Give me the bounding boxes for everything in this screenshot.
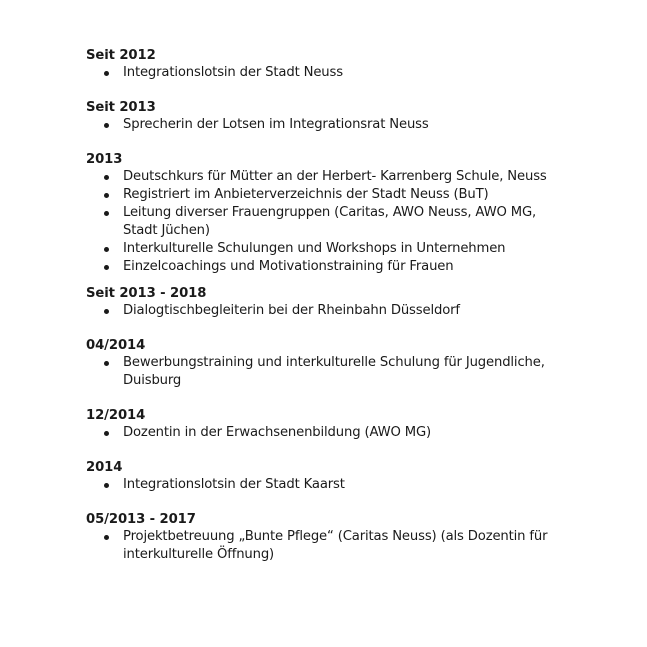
bullet-list bbox=[86, 302, 586, 320]
list-item-text: Integrationslotsin der Stadt Neuss bbox=[123, 65, 343, 80]
list-item bbox=[86, 204, 558, 240]
bullet-icon bbox=[104, 535, 109, 540]
bullet-icon bbox=[104, 361, 109, 366]
list-item bbox=[86, 186, 558, 204]
section-seit-2012 bbox=[86, 47, 586, 82]
section-heading: 05/2013 - 2017 bbox=[86, 512, 196, 527]
list-item-text: Bewerbungstraining und interkulturelle Schulung für Jugendliche, Duisburg bbox=[123, 355, 545, 388]
list-item-text: Integrationslotsin der Stadt Kaarst bbox=[123, 477, 345, 492]
list-item-text: Leitung diverser Frauengruppen (Caritas, AWO Neuss, AWO MG, Stadt Jüchen) bbox=[123, 205, 537, 238]
section-12-2014 bbox=[86, 407, 586, 442]
section-heading: 2013 bbox=[86, 152, 123, 167]
bullet-list bbox=[86, 168, 586, 276]
list-item bbox=[86, 240, 558, 258]
bullet-list bbox=[86, 476, 586, 494]
list-item-text: Interkulturelle Schulungen und Workshops in Unternehmen bbox=[123, 241, 506, 256]
bullet-list bbox=[86, 64, 586, 82]
list-item-text: Einzelcoachings und Motivationstraining für Frauen bbox=[123, 259, 454, 274]
bullet-icon bbox=[104, 211, 109, 216]
cv-timeline bbox=[86, 47, 586, 581]
section-2014 bbox=[86, 459, 586, 494]
list-item bbox=[86, 258, 558, 276]
list-item bbox=[86, 424, 558, 442]
list-item-text: Dialogtischbegleiterin bei der Rheinbahn Düsseldorf bbox=[123, 303, 460, 318]
section-seit-2013-2018 bbox=[86, 285, 586, 320]
bullet-icon bbox=[104, 483, 109, 488]
list-item bbox=[86, 64, 558, 82]
section-heading: 12/2014 bbox=[86, 408, 146, 423]
list-item-text: Deutschkurs für Mütter an der Herbert- Karrenberg Schule, Neuss bbox=[123, 169, 547, 184]
section-heading: 04/2014 bbox=[86, 338, 146, 353]
bullet-icon bbox=[104, 247, 109, 252]
bullet-list bbox=[86, 354, 586, 390]
section-heading: Seit 2012 bbox=[86, 48, 156, 63]
bullet-list bbox=[86, 116, 586, 134]
list-item-text: Dozentin in der Erwachsenenbildung (AWO MG) bbox=[123, 425, 432, 440]
section-04-2014 bbox=[86, 337, 586, 390]
section-heading: Seit 2013 bbox=[86, 100, 156, 115]
bullet-icon bbox=[104, 193, 109, 198]
bullet-icon bbox=[104, 71, 109, 76]
bullet-icon bbox=[104, 431, 109, 436]
bullet-list bbox=[86, 528, 586, 564]
list-item-text: Registriert im Anbieterverzeichnis der Stadt Neuss (BuT) bbox=[123, 187, 489, 202]
section-heading: 2014 bbox=[86, 460, 123, 475]
bullet-icon bbox=[104, 309, 109, 314]
list-item-text: Projektbetreuung „Bunte Pflege“ (Caritas Neuss) (als Dozentin für interkulturelle Öffnung) bbox=[123, 529, 548, 562]
section-seit-2013 bbox=[86, 99, 586, 134]
section-2013 bbox=[86, 151, 586, 276]
list-item bbox=[86, 528, 558, 564]
bullet-icon bbox=[104, 175, 109, 180]
bullet-list bbox=[86, 424, 586, 442]
list-item-text: Sprecherin der Lotsen im Integrationsrat Neuss bbox=[123, 117, 429, 132]
bullet-icon bbox=[104, 123, 109, 128]
list-item bbox=[86, 116, 558, 134]
list-item bbox=[86, 476, 558, 494]
bullet-icon bbox=[104, 265, 109, 270]
list-item bbox=[86, 168, 558, 186]
section-05-2013-2017 bbox=[86, 511, 586, 564]
list-item bbox=[86, 302, 558, 320]
list-item bbox=[86, 354, 558, 390]
section-heading: Seit 2013 - 2018 bbox=[86, 286, 207, 301]
